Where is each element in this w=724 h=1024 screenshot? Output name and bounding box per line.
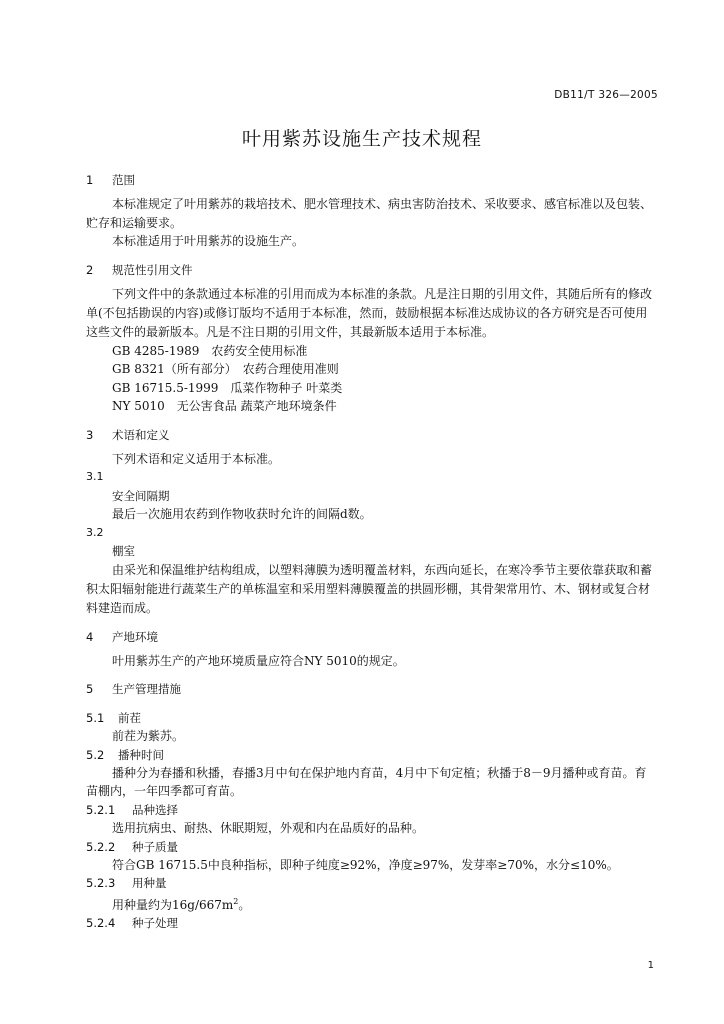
section-1-heading <box>86 171 656 189</box>
document-title: 叶用紫苏设施生产技术规程 <box>241 128 482 150</box>
section-number: 4 <box>86 629 94 644</box>
term-definition: 由采光和保温维护结构组成，以塑料薄膜为透明覆盖材料，东西向延长，在寒冷季节主要依靠获取和蓄积太阳辐射能进行蔬菜生产的单栋温室和采用塑料薄膜覆盖的拱圆形棚，其骨架常用竹、木、钢材或复合材料建造而成。 <box>86 562 653 615</box>
section-4-heading <box>86 628 656 646</box>
standard-code: DB11/T 326—2005 <box>554 89 658 101</box>
reference-item: GB 16715.5-1999 瓜菜作物种子 叶菜类 <box>112 380 343 395</box>
term-number: 3.2 <box>86 525 104 539</box>
subsection-title: 前茬 <box>118 710 141 725</box>
subsection-5-2-1-heading <box>86 801 656 819</box>
paragraph: 下列术语和定义适用于本标准。 <box>112 452 281 467</box>
section-number: 1 <box>86 173 94 187</box>
paragraph: 符合GB 16715.5中良种指标，即种子纯度≥92%，净度≥97%，发芽率≥70%，水分≤10%。 <box>112 857 619 872</box>
section-title: 生产管理措施 <box>112 682 181 697</box>
subsection-title: 品种选择 <box>132 802 178 817</box>
subsection-5-1-heading <box>86 709 656 727</box>
page-number: 1 <box>647 960 654 971</box>
reference-item: GB 4285-1989 农药安全使用标准 <box>112 344 308 359</box>
subsection-5-2-2-heading <box>86 838 656 856</box>
paragraph: 选用抗病虫、耐热、休眠期短，外观和内在品质好的品种。 <box>112 821 425 836</box>
paragraph: 叶用紫苏生产的产地环境质量应符合NY 5010的规定。 <box>112 653 405 668</box>
subsection-title: 播种时间 <box>118 747 164 762</box>
subsection-number: 5.2.4 <box>86 916 116 931</box>
section-number: 2 <box>86 262 94 277</box>
paragraph: 本标准适用于叶用紫苏的设施生产。 <box>112 234 305 249</box>
seed-amount-text: 用种量约为16g/667m <box>112 897 234 912</box>
subsection-5-2-4-heading <box>86 914 656 932</box>
section-2-heading <box>86 261 656 279</box>
subsection-number: 5.1 <box>86 710 105 725</box>
reference-item: GB 8321（所有部分） 农药合理使用准则 <box>112 362 339 377</box>
subsection-number: 5.2 <box>86 747 105 762</box>
document-body <box>86 171 656 933</box>
section-number: 5 <box>86 682 94 697</box>
section-title: 规范性引用文件 <box>112 262 193 277</box>
subsection-title: 种子处理 <box>132 916 178 931</box>
term-number: 3.1 <box>86 470 104 484</box>
term-name: 安全间隔期 <box>112 488 170 503</box>
subsection-number: 5.2.1 <box>86 802 116 817</box>
subsection-5-2-heading <box>86 746 656 764</box>
subsection-5-2-3-heading <box>86 874 656 892</box>
paragraph <box>86 893 656 914</box>
unit-superscript: 2 <box>233 896 239 906</box>
section-3-heading <box>86 426 656 444</box>
reference-item: NY 5010 无公害食品 蔬菜产地环境条件 <box>112 399 337 414</box>
section-title: 术语和定义 <box>112 427 170 442</box>
subsection-number: 5.2.2 <box>86 839 116 854</box>
paragraph: 播种分为春播和秋播，春播3月中旬在保护地内育苗，4月中下旬定植；秋播于8－9月播种或育苗。育苗棚内，一年四季都可育苗。 <box>86 765 647 799</box>
section-number: 3 <box>86 427 94 442</box>
term-name: 棚室 <box>112 544 135 559</box>
subsection-number: 5.2.3 <box>86 876 116 891</box>
paragraph: 本标准规定了叶用紫苏的栽培技术、肥水管理技术、病虫害防治技术、采收要求、感官标准以及包装、贮存和运输要求。 <box>86 197 653 230</box>
sentence-end: 。 <box>238 897 251 912</box>
paragraph: 下列文件中的条款通过本标准的引用而成为本标准的条款。凡是注日期的引用文件，其随后所有的修改单(不包括勘误的内容)或修订版均不适用于本标准，然而，鼓励根据本标准达成协议的各方研究是否可使用这些文件的最新版本。凡是不注日期的引用文件，其最新版本适用于本标准。 <box>86 287 653 340</box>
section-title: 范围 <box>112 173 135 187</box>
subsection-title: 种子质量 <box>132 839 178 854</box>
section-title: 产地环境 <box>112 629 158 644</box>
paragraph: 前茬为紫苏。 <box>112 729 185 744</box>
term-definition: 最后一次施用农药到作物收获时允许的间隔d数。 <box>112 507 372 522</box>
subsection-title: 用种量 <box>132 876 167 891</box>
section-5-heading <box>86 680 656 698</box>
